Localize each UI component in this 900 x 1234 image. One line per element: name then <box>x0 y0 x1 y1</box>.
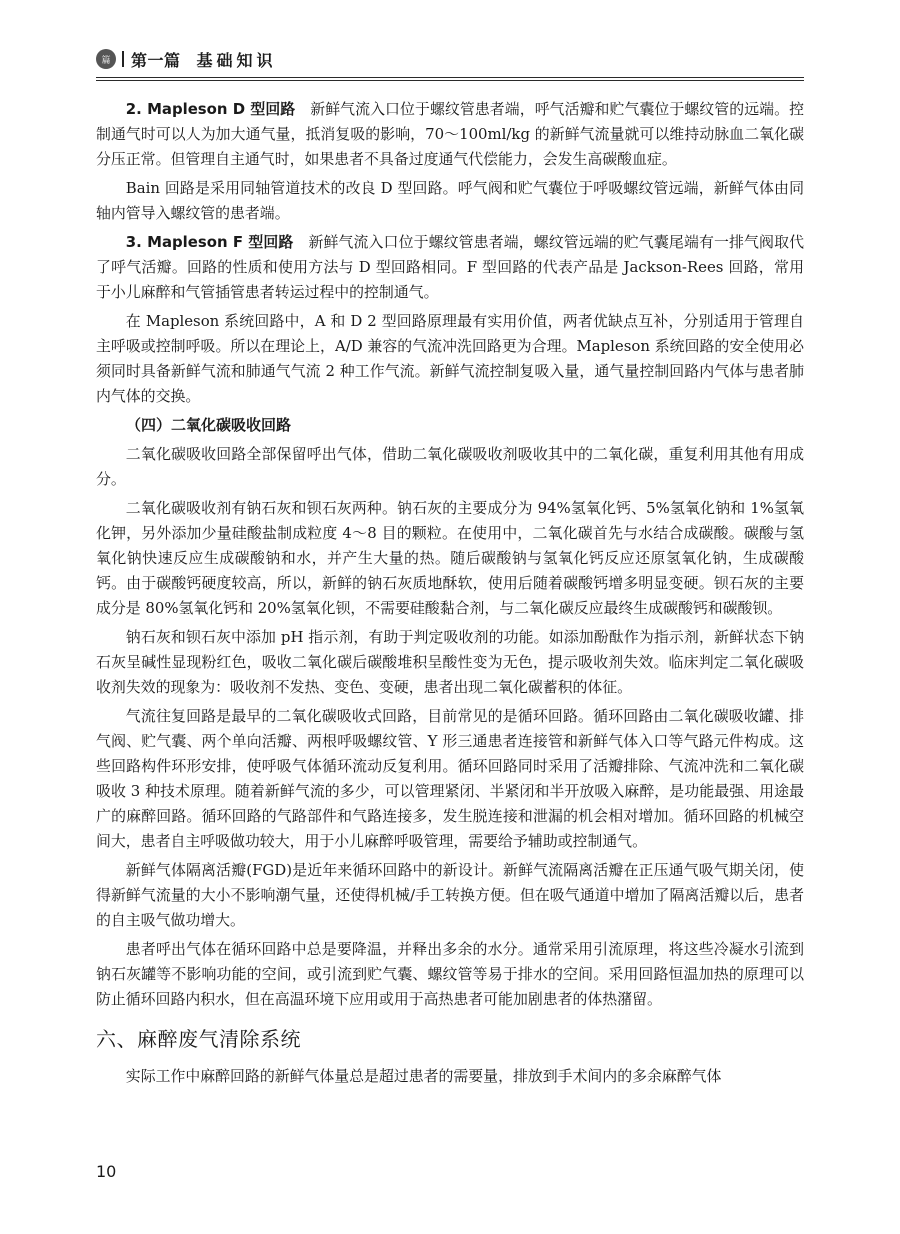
paragraph-text: 钠石灰和钡石灰中添加 pH 指示剂，有助于判定吸收剂的功能。如添加酚酞作为指示剂，新鲜状态下钠石灰呈碱性显现粉红色，吸收二氧化碳后碳酸堆积呈酸性变为无色，提示吸收剂失效。临床判定二氧化碳吸收剂失效的现象为：吸收剂不发热、变色、变硬，患者出现二氧化碳蓄积的体征。 <box>96 628 804 696</box>
paragraph-text: Bain 回路是采用同轴管道技术的改良 D 型回路。呼气阀和贮气囊位于呼吸螺纹管远端，新鲜气体由同轴内管导入螺纹管的患者端。 <box>96 179 804 222</box>
paragraph-indicator <box>96 625 804 700</box>
paragraph-text: 新鲜气流入口位于螺纹管患者端，螺纹管远端的贮气囊尾端有一排气阀取代了呼气活瓣。回路的性质和使用方法与 D 型回路相同。F 型回路的代表产品是 Jackson-Rees 回路，常用于小儿麻醉和气管插管患者转运过程中的控制通气。 <box>96 233 804 301</box>
paragraph-mapleson-d <box>96 97 804 172</box>
paragraph-mapleson-f <box>96 230 804 305</box>
paragraph-mapleson-summary <box>96 309 804 409</box>
paragraph-absorbent <box>96 496 804 621</box>
paragraph-co2-intro <box>96 442 804 492</box>
book-icon: 篇 <box>96 49 116 69</box>
header-part: 第一篇 <box>131 50 181 70</box>
paragraph-bain <box>96 176 804 226</box>
running-header <box>96 44 277 74</box>
subsection-heading: （四）二氧化碳吸收回路 <box>126 416 292 434</box>
paragraph-fgd <box>96 858 804 933</box>
paragraph-text: 二氧化碳吸收剂有钠石灰和钡石灰两种。钠石灰的主要成分为 94%氢氧化钙、5%氢氧化钠和 1%氢氧化钾，另外添加少量硅酸盐制成粒度 4～8 目的颗粒。在使用中，二氧化碳首先与水结合成碳酸。碳酸与氢氧化钠快速反应生成碳酸钠和水，并产生大量的热。随后碳酸钠与氢氧化钙反应还原氢氧化钠，生成碳酸钙。由于碳酸钙硬度较高，所以，新鲜的钠石灰质地酥软，使用后随着碳酸钙增多明显变硬。钡石灰的主要成分是 80%氢氧化钙和 20%氢氧化钡，不需要硅酸黏合剂，与二氧化碳反应最终生成碳酸钙和碳酸钡。 <box>96 499 804 617</box>
paragraph-text: 新鲜气流入口位于螺纹管患者端，呼气活瓣和贮气囊位于螺纹管的远端。控制通气时可以人为加大通气量，抵消复吸的影响，70～100ml/kg 的新鲜气流量就可以维持动脉血二氧化碳分压正常。但管理自主通气时，如果患者不具备过度通气代偿能力，会发生高碳酸血症。 <box>96 100 804 168</box>
paragraph-text: 实际工作中麻醉回路的新鲜气体量总是超过患者的需要量，排放到手术间内的多余麻醉气体 <box>125 1067 722 1085</box>
paragraph-circle-system <box>96 704 804 854</box>
run-in-heading: 3. Mapleson F 型回路 <box>125 233 294 251</box>
header-separator <box>122 51 124 67</box>
paragraph-condensation <box>96 937 804 1012</box>
paragraph-waste-gas <box>96 1064 804 1089</box>
paragraph-text: 二氧化碳吸收回路全部保留呼出气体，借助二氧化碳吸收剂吸收其中的二氧化碳，重复利用其他有用成分。 <box>96 445 804 488</box>
paragraph-text: 新鲜气体隔离活瓣(FGD)是近年来循环回路中的新设计。新鲜气流隔离活瓣在正压通气吸气期关闭，使得新鲜气流量的大小不影响潮气量，还使得机械/手工转换方便。但在吸气通道中增加了隔离活瓣以后，患者的自主吸气做功增大。 <box>96 861 804 929</box>
paragraph-text: 在 Mapleson 系统回路中，A 和 D 2 型回路原理最有实用价值，两者优缺点互补，分别适用于管理自主呼吸或控制呼吸。所以在理论上，A/D 兼容的气流冲洗回路更为合理。Mapleson 系统回路的安全使用必须同时具备新鲜气流和肺通气气流 2 种工作气流。新鲜气流控制复吸入量，通气量控制回路内气体与患者肺内气体的交换。 <box>96 312 804 405</box>
header-rule <box>96 77 804 81</box>
run-in-heading: 2. Mapleson D 型回路 <box>125 100 296 118</box>
paragraph-text: 患者呼出气体在循环回路中总是要降温，并释出多余的水分。通常采用引流原理，将这些冷凝水引流到钠石灰罐等不影响功能的空间，或引流到贮气囊、螺纹管等易于排水的空间。采用回路恒温加热的原理可以防止循环回路内积水，但在高温环境下应用或用于高热患者可能加剧患者的体热潴留。 <box>96 940 804 1008</box>
section-heading: 六、麻醉废气清除系统 <box>96 1027 301 1051</box>
page-body <box>96 97 804 1093</box>
page-number: 10 <box>96 1162 117 1181</box>
paragraph-text: 气流往复回路是最早的二氧化碳吸收式回路，目前常见的是循环回路。循环回路由二氧化碳吸收罐、排气阀、贮气囊、两个单向活瓣、两根呼吸螺纹管、Y 形三通患者连接管和新鲜气体入口等气路元件构成。这些回路构件环形安排，使呼吸气体循环流动反复利用。循环回路同时采用了活瓣排除、气流冲洗和二氧化碳吸收 3 种技术原理。随着新鲜气流的多少，可以管理紧闭、半紧闭和半开放吸入麻醉，是功能最强、用途最广的麻醉回路。循环回路的气路部件和气路连接多，发生脱连接和泄漏的机会相对增加。循环回路的机械空间大，患者自主呼吸做功较大，用于小儿麻醉呼吸管理，需要给予辅助或控制通气。 <box>96 707 804 850</box>
header-title: 基础知识 <box>196 50 277 70</box>
